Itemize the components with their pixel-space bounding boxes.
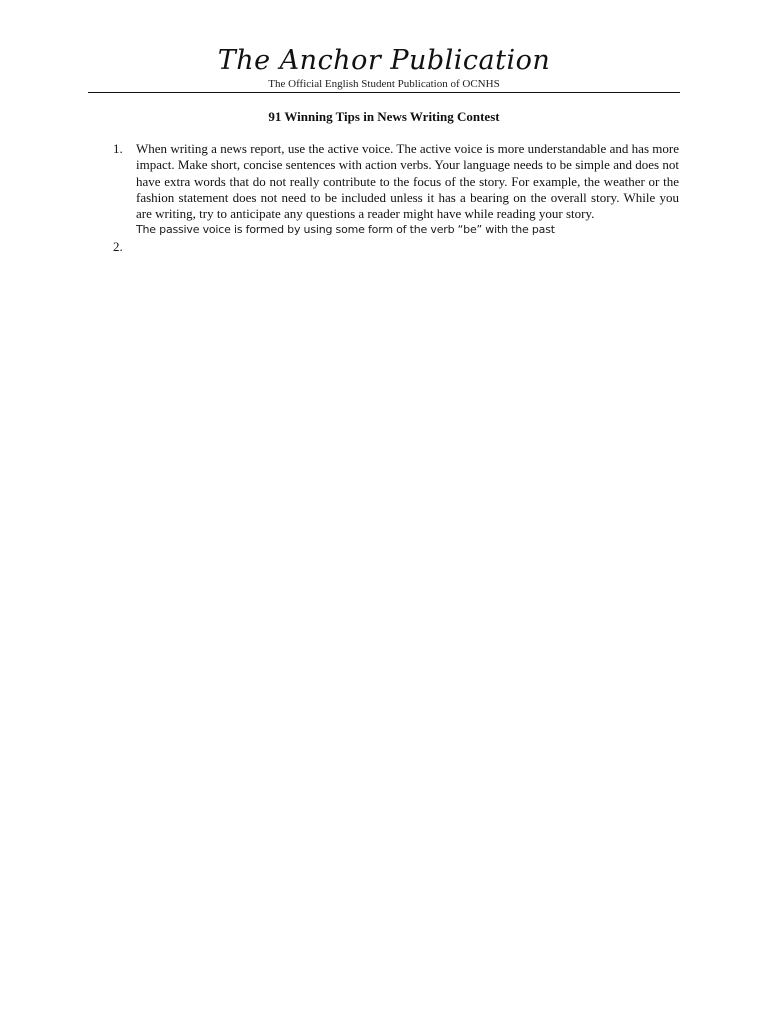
publication-subtitle: The Official English Student Publication of OCNHS (268, 78, 500, 90)
publication-title: The Anchor Publication (217, 45, 551, 76)
document-heading: 91 Winning Tips in News Writing Contest (268, 109, 500, 124)
list-item (113, 239, 679, 255)
tips-list (113, 141, 679, 256)
masthead (0, 46, 768, 90)
list-item-number: 2. (113, 239, 123, 255)
header-divider (88, 92, 680, 93)
list-item-number: 1. (113, 141, 123, 156)
list-item-text: When writing a news report, use the active voice. The active voice is more understandable and has more impact. Make short, concise sentences with action verbs. Your language needs to be simple and does not have extra words that do not really contribute to the focus of the story. For example, the weather or the fashion statement does not need to be included unless it has a bearing on the overall story. While you are writing, try to anticipate any questions a reader might have while reading your story. (136, 141, 679, 222)
list-item-text (136, 239, 679, 255)
list-item (113, 141, 679, 238)
list-item-note: The passive voice is formed by using some form of the verb “be” with the past (136, 223, 555, 237)
